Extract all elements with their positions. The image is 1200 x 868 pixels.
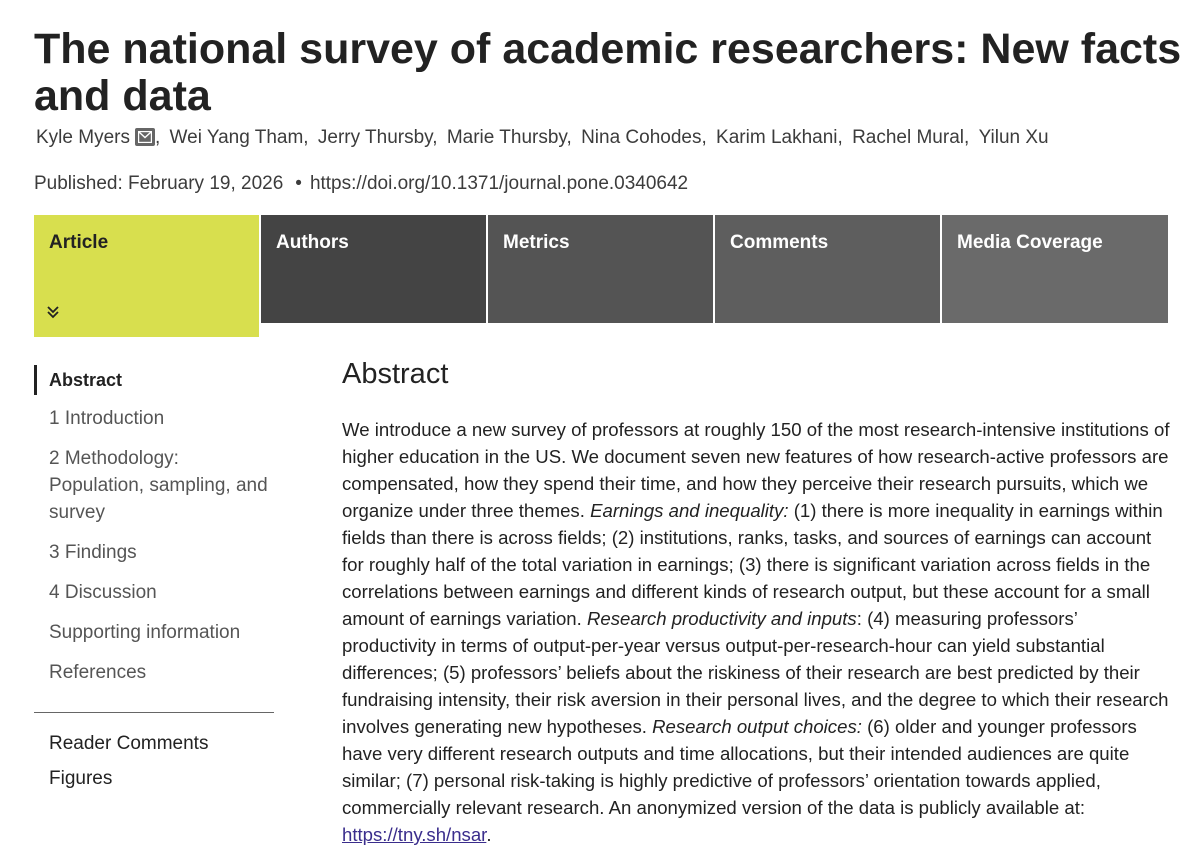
author-link[interactable]: Karim Lakhani, bbox=[716, 127, 843, 148]
bullet-separator: • bbox=[295, 173, 302, 194]
toc-item-methodology[interactable]: 2 Methodology: Population, sampling, and survey bbox=[49, 448, 268, 523]
toc-item-references[interactable]: References bbox=[49, 662, 147, 683]
toc-item-abstract[interactable]: Abstract bbox=[34, 365, 276, 395]
tab-authors[interactable] bbox=[261, 215, 486, 323]
tab-label: Comments bbox=[730, 232, 829, 253]
tab-metrics[interactable] bbox=[488, 215, 713, 323]
tab-comments[interactable] bbox=[715, 215, 940, 323]
abstract-text: We introduce a new survey of professors at roughly 150 of the most research-intensive institutions of higher education in the US. We document seven new features of how research-active professors are compensated, how they spend their time, and how they perceive their research pursuits, which we organize under three themes. Earnings and inequality: (1) there is more inequality in earnings within fields than there is across fields; (2) institutions, ranks, tasks, and sources of earnings can account for roughly half of the total variation in earnings; (3) there is significant variation across fields in the correlations between earnings and different kinds of research output, but these account for a small amount of earnings variation. Research productivity and inputs: (4) measuring professors’ productivity in terms of output-per-year versus output-per-research-hour can yield substantial differences; (5) professors’ beliefs about the riskiness of their research are best predicted by their fundraising intensity, their risk aversion in their personal lives, and the degree to which their research involves generating new hypotheses. Research output choices: (6) older and younger professors have very different research outputs and time allocations, but their intended audiences are quite similar; (7) personal risk-taking is highly predictive of professors’ orientation towards applied, commercially relevant research. An anonymized version of the data is publicly available at: https://tny.sh/nsar. bbox=[342, 419, 1170, 845]
table-of-contents bbox=[34, 365, 276, 792]
figures-link[interactable]: Figures bbox=[49, 768, 113, 789]
publication-info bbox=[34, 173, 688, 195]
published-date: Published: February 19, 2026 bbox=[34, 173, 284, 194]
toc-item-introduction[interactable]: 1 Introduction bbox=[49, 408, 165, 429]
abstract-heading: Abstract bbox=[342, 358, 449, 390]
author-link[interactable]: Wei Yang Tham, bbox=[169, 127, 309, 148]
author-link[interactable]: Jerry Thursby, bbox=[317, 127, 438, 148]
tab-label: Metrics bbox=[503, 232, 570, 253]
abstract-section bbox=[342, 358, 1172, 848]
double-chevron-down-icon bbox=[46, 303, 60, 325]
tab-article[interactable] bbox=[34, 215, 259, 337]
tab-media-coverage[interactable] bbox=[942, 215, 1168, 323]
doi-link[interactable]: https://doi.org/10.1371/journal.pone.0340642 bbox=[309, 173, 689, 194]
author-link[interactable]: Marie Thursby, bbox=[446, 127, 572, 148]
tab-label: Media Coverage bbox=[957, 232, 1103, 253]
data-link[interactable]: https://tny.sh/nsar bbox=[342, 824, 487, 845]
author-list bbox=[36, 126, 1176, 150]
toc-divider bbox=[34, 712, 274, 713]
author-link[interactable]: Rachel Mural, bbox=[852, 127, 970, 148]
author-link[interactable]: Nina Cohodes, bbox=[581, 127, 707, 148]
toc-item-findings[interactable]: 3 Findings bbox=[49, 542, 137, 563]
author-link[interactable]: Kyle Myers , bbox=[36, 127, 161, 148]
reader-comments-link[interactable]: Reader Comments bbox=[49, 733, 209, 754]
toc-item-discussion[interactable]: 4 Discussion bbox=[49, 582, 157, 603]
tab-label: Authors bbox=[276, 232, 349, 253]
article-tabs bbox=[34, 215, 1168, 337]
author-link[interactable]: Yilun Xu bbox=[978, 127, 1049, 148]
email-icon[interactable] bbox=[135, 128, 155, 146]
toc-item-supporting-information[interactable]: Supporting information bbox=[49, 622, 241, 643]
tab-label: Article bbox=[49, 232, 109, 253]
article-title: The national survey of academic researchers: New facts and data bbox=[34, 25, 1182, 120]
